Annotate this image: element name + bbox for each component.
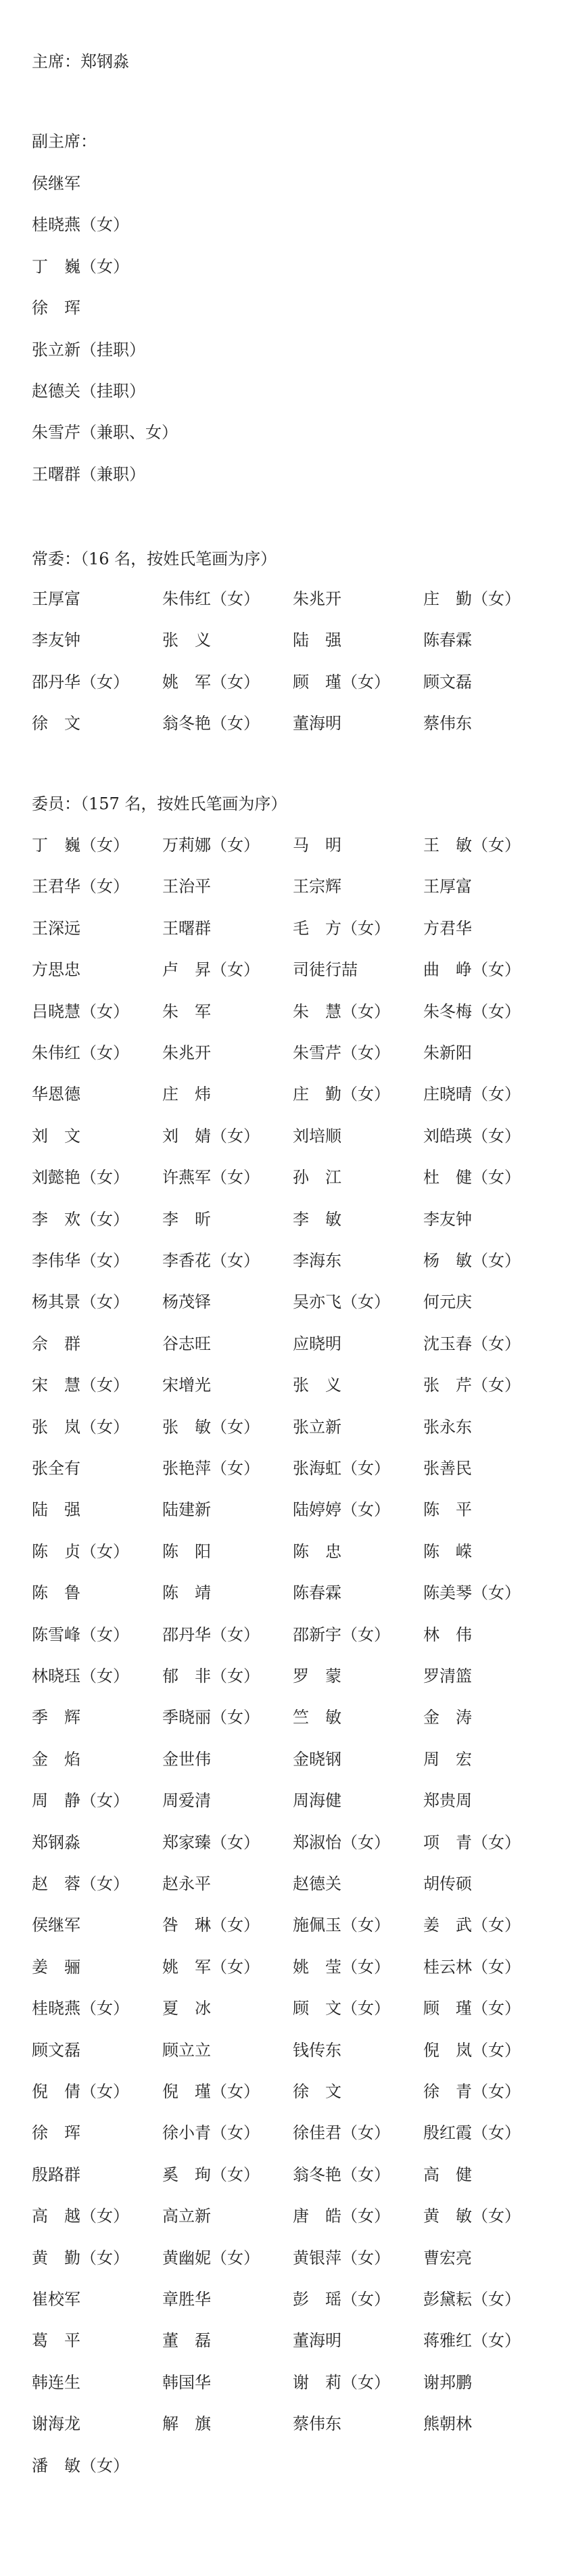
member-name: 陆建新 bbox=[162, 1500, 211, 1519]
member-name: 徐佳君（女） bbox=[293, 2123, 390, 2142]
member-name: 赵德关 bbox=[293, 1874, 341, 1893]
member-name: 季晓丽（女） bbox=[162, 1708, 260, 1727]
member-name: 唐 皓（女） bbox=[293, 2207, 390, 2225]
member-name: 张 义 bbox=[162, 631, 211, 650]
member-name: 周 静（女） bbox=[32, 1791, 129, 1810]
member-name: 翁冬艳（女） bbox=[293, 2165, 390, 2184]
member-name: 刘培顺 bbox=[293, 1127, 341, 1146]
member-row bbox=[0, 1832, 572, 1853]
vice-chairman-name: 桂晓燕（女） bbox=[32, 215, 129, 234]
member-name: 宋增光 bbox=[162, 1376, 211, 1395]
member-row bbox=[0, 672, 572, 692]
member-name: 陈春霖 bbox=[293, 1583, 341, 1602]
member-name: 罗清篮 bbox=[423, 1667, 472, 1686]
member-name: 李 欢（女） bbox=[32, 1210, 129, 1229]
member-row bbox=[0, 1250, 572, 1271]
member-name: 郑贵周 bbox=[423, 1791, 472, 1810]
member-name: 倪 瑾（女） bbox=[162, 2082, 260, 2101]
member-name: 李海东 bbox=[293, 1251, 341, 1270]
member-name: 邵丹华（女） bbox=[162, 1625, 260, 1644]
member-name: 陈美琴（女） bbox=[423, 1583, 521, 1602]
member-name: 倪 倩（女） bbox=[32, 2082, 129, 2101]
member-name: 周 宏 bbox=[423, 1750, 472, 1769]
member-name: 杨其景（女） bbox=[32, 1292, 129, 1311]
member-name: 刘 婧（女） bbox=[162, 1127, 260, 1146]
member-name: 蒋雅红（女） bbox=[423, 2331, 521, 2350]
member-row bbox=[0, 1375, 572, 1395]
member-name: 徐 珲 bbox=[32, 2123, 80, 2142]
member-name: 蔡伟东 bbox=[293, 2414, 341, 2433]
member-name: 陈雪峰（女） bbox=[32, 1625, 129, 1644]
vice-chairman-name: 张立新（挂职） bbox=[32, 340, 145, 359]
member-name: 朱冬梅（女） bbox=[423, 1002, 521, 1021]
member-name: 朱 慧（女） bbox=[293, 1002, 390, 1021]
member-name: 杨 敏（女） bbox=[423, 1251, 521, 1270]
member-name: 顾文磊 bbox=[423, 673, 472, 692]
member-name: 张永东 bbox=[423, 1418, 472, 1437]
member-name: 朱 军 bbox=[162, 1002, 211, 1021]
member-name: 韩国华 bbox=[162, 2373, 211, 2392]
member-row bbox=[0, 1458, 572, 1478]
member-name: 姚 军（女） bbox=[162, 1958, 260, 1976]
member-name: 陈 忠 bbox=[293, 1542, 341, 1561]
member-row bbox=[0, 2372, 572, 2393]
committee-members-heading: 委员：（157 名，按姓氏笔画为序） bbox=[32, 794, 287, 813]
member-name: 李友钟 bbox=[423, 1210, 472, 1229]
member-row bbox=[0, 2081, 572, 2102]
member-row bbox=[0, 630, 572, 650]
member-name: 刘皓瑛（女） bbox=[423, 1127, 521, 1146]
member-row bbox=[0, 2206, 572, 2226]
member-name: 林 伟 bbox=[423, 1625, 472, 1644]
member-name: 杜 健（女） bbox=[423, 1168, 521, 1187]
member-name: 董 磊 bbox=[162, 2331, 211, 2350]
member-name: 王厚富 bbox=[423, 877, 472, 896]
vice-chairman-name: 侯继军 bbox=[32, 174, 80, 193]
member-name: 邵新宇（女） bbox=[293, 1625, 390, 1644]
member-row bbox=[0, 2123, 572, 2143]
member-name: 周海健 bbox=[293, 1791, 341, 1810]
member-name: 林晓珏（女） bbox=[32, 1667, 129, 1686]
member-name: 章胜华 bbox=[162, 2290, 211, 2309]
member-name: 姚 莹（女） bbox=[293, 1958, 390, 1976]
member-row bbox=[0, 876, 572, 897]
member-name: 奚 珣（女） bbox=[162, 2165, 260, 2184]
member-name: 李 昕 bbox=[162, 1210, 211, 1229]
member-name: 卢 昇（女） bbox=[162, 960, 260, 979]
member-name: 王治平 bbox=[162, 877, 211, 896]
member-name: 董海明 bbox=[293, 714, 341, 733]
member-name: 葛 平 bbox=[32, 2331, 80, 2350]
member-row bbox=[0, 1541, 572, 1562]
member-row bbox=[0, 1167, 572, 1188]
member-name: 咎 琳（女） bbox=[162, 1916, 260, 1935]
member-name: 王深远 bbox=[32, 919, 80, 938]
member-name: 杨茂铎 bbox=[162, 1292, 211, 1311]
member-name: 沈玉春（女） bbox=[423, 1334, 521, 1353]
member-name: 佘 群 bbox=[32, 1334, 80, 1353]
member-name: 熊朝林 bbox=[423, 2414, 472, 2433]
vice-chairman-name: 王曙群（兼职） bbox=[32, 465, 145, 484]
member-name: 吴亦飞（女） bbox=[293, 1292, 390, 1311]
member-name: 黄 勤（女） bbox=[32, 2249, 129, 2267]
member-name: 季 辉 bbox=[32, 1708, 80, 1727]
member-name: 徐 文 bbox=[293, 2082, 341, 2101]
member-row bbox=[0, 1957, 572, 1977]
member-name: 王 敏（女） bbox=[423, 836, 521, 855]
member-name: 韩连生 bbox=[32, 2373, 80, 2392]
member-row bbox=[0, 1499, 572, 1520]
member-name: 张善民 bbox=[423, 1459, 472, 1478]
member-name: 华恩德 bbox=[32, 1085, 80, 1104]
member-name: 董海明 bbox=[293, 2331, 341, 2350]
member-name: 谢邦鹏 bbox=[423, 2373, 472, 2392]
member-name: 陆婷婷（女） bbox=[293, 1500, 390, 1519]
chairman-line: 主席：郑钢淼 bbox=[32, 52, 129, 71]
member-name: 王宗辉 bbox=[293, 877, 341, 896]
member-name: 张 岚（女） bbox=[32, 1418, 129, 1437]
member-row bbox=[0, 589, 572, 609]
member-name: 顾 文（女） bbox=[293, 1999, 390, 2018]
member-name: 顾 瑾（女） bbox=[423, 1999, 521, 2018]
member-name: 徐 文 bbox=[32, 714, 80, 733]
member-name: 黄银萍（女） bbox=[293, 2249, 390, 2267]
member-name: 刘 文 bbox=[32, 1127, 80, 1146]
member-name: 张 芹（女） bbox=[423, 1376, 521, 1395]
member-name: 高立新 bbox=[162, 2207, 211, 2225]
member-name: 解 旗 bbox=[162, 2414, 211, 2433]
member-name: 蔡伟东 bbox=[423, 714, 472, 733]
member-name: 桂晓燕（女） bbox=[32, 1999, 129, 2018]
member-row bbox=[0, 2165, 572, 2185]
member-name: 姚 军（女） bbox=[162, 673, 260, 692]
member-name: 孙 江 bbox=[293, 1168, 341, 1187]
member-name: 许燕军（女） bbox=[162, 1168, 260, 1187]
member-name: 吕晓慧（女） bbox=[32, 1002, 129, 1021]
member-name: 庄 勤（女） bbox=[423, 589, 521, 608]
member-name: 郑淑怡（女） bbox=[293, 1833, 390, 1852]
member-name: 张 敏（女） bbox=[162, 1418, 260, 1437]
member-name: 潘 敏（女） bbox=[32, 2456, 129, 2475]
member-name: 殷红霞（女） bbox=[423, 2123, 521, 2142]
member-row bbox=[0, 959, 572, 980]
member-row bbox=[0, 713, 572, 733]
member-row bbox=[0, 1666, 572, 1686]
member-name: 金 涛 bbox=[423, 1708, 472, 1727]
member-name: 丁 巍（女） bbox=[32, 836, 129, 855]
member-name: 陈 嵘 bbox=[423, 1542, 472, 1561]
vice-chairman-name: 朱雪芹（兼职、女） bbox=[32, 423, 178, 442]
member-row bbox=[0, 1126, 572, 1146]
member-name: 谢 莉（女） bbox=[293, 2373, 390, 2392]
member-name: 应晓明 bbox=[293, 1334, 341, 1353]
member-row bbox=[0, 2289, 572, 2309]
member-name: 郁 非（女） bbox=[162, 1667, 260, 1686]
member-name: 李香花（女） bbox=[162, 1251, 260, 1270]
member-name: 张全有 bbox=[32, 1459, 80, 1478]
member-row bbox=[0, 1583, 572, 1603]
member-name: 刘懿艳（女） bbox=[32, 1168, 129, 1187]
member-name: 姜 武（女） bbox=[423, 1916, 521, 1935]
member-row bbox=[0, 2248, 572, 2268]
member-name: 方思忠 bbox=[32, 960, 80, 979]
member-name: 崔校军 bbox=[32, 2290, 80, 2309]
member-row bbox=[0, 2414, 572, 2434]
member-name: 朱兆开 bbox=[162, 1043, 211, 1062]
member-name: 朱兆开 bbox=[293, 589, 341, 608]
member-name: 翁冬艳（女） bbox=[162, 714, 260, 733]
member-name: 朱新阳 bbox=[423, 1043, 472, 1062]
member-name: 赵永平 bbox=[162, 1874, 211, 1893]
member-name: 钱传东 bbox=[293, 2041, 341, 2060]
member-row bbox=[0, 2040, 572, 2060]
member-name: 王君华（女） bbox=[32, 877, 129, 896]
member-name: 李友钟 bbox=[32, 631, 80, 650]
member-name: 高 越（女） bbox=[32, 2207, 129, 2225]
member-name: 高 健 bbox=[423, 2165, 472, 2184]
member-name: 张艳萍（女） bbox=[162, 1459, 260, 1478]
member-name: 宋 慧（女） bbox=[32, 1376, 129, 1395]
member-name: 黄 敏（女） bbox=[423, 2207, 521, 2225]
member-row bbox=[0, 1417, 572, 1437]
member-name: 庄 勤（女） bbox=[293, 1085, 390, 1104]
member-name: 张海虹（女） bbox=[293, 1459, 390, 1478]
member-name: 谢海龙 bbox=[32, 2414, 80, 2433]
member-name: 施佩玉（女） bbox=[293, 1916, 390, 1935]
member-row bbox=[0, 1001, 572, 1022]
member-row bbox=[0, 835, 572, 855]
member-row bbox=[0, 1874, 572, 1894]
member-row bbox=[0, 918, 572, 939]
member-name: 殷路群 bbox=[32, 2165, 80, 2184]
member-name: 竺 敏 bbox=[293, 1708, 341, 1727]
member-name: 顾 瑾（女） bbox=[293, 673, 390, 692]
member-name: 曲 峥（女） bbox=[423, 960, 521, 979]
member-name: 陈 鲁 bbox=[32, 1583, 80, 1602]
member-name: 桂云林（女） bbox=[423, 1958, 521, 1976]
member-row bbox=[0, 1043, 572, 1063]
member-row bbox=[0, 1998, 572, 2018]
member-name: 胡传硕 bbox=[423, 1874, 472, 1893]
member-name: 郑家臻（女） bbox=[162, 1833, 260, 1852]
member-name: 彭 瑶（女） bbox=[293, 2290, 390, 2309]
member-row bbox=[0, 2456, 572, 2476]
member-name: 金 焰 bbox=[32, 1750, 80, 1769]
member-row bbox=[0, 1209, 572, 1229]
member-name: 夏 冰 bbox=[162, 1999, 211, 2018]
member-name: 赵 蓉（女） bbox=[32, 1874, 129, 1893]
member-name: 徐小青（女） bbox=[162, 2123, 260, 2142]
member-name: 朱伟红（女） bbox=[162, 589, 260, 608]
member-name: 顾立立 bbox=[162, 2041, 211, 2060]
member-row bbox=[0, 1915, 572, 1935]
member-name: 郑钢淼 bbox=[32, 1833, 80, 1852]
member-name: 周爱清 bbox=[162, 1791, 211, 1810]
member-name: 朱雪芹（女） bbox=[293, 1043, 390, 1062]
vice-chairman-name: 赵德关（挂职） bbox=[32, 382, 145, 401]
standing-committee-heading: 常委：（16 名，按姓氏笔画为序） bbox=[32, 549, 277, 568]
member-name: 张立新 bbox=[293, 1418, 341, 1437]
member-name: 项 青（女） bbox=[423, 1833, 521, 1852]
member-name: 张 义 bbox=[293, 1376, 341, 1395]
member-row bbox=[0, 1707, 572, 1727]
member-name: 金世伟 bbox=[162, 1750, 211, 1769]
member-name: 陈春霖 bbox=[423, 631, 472, 650]
member-name: 金晓钢 bbox=[293, 1750, 341, 1769]
member-name: 马 明 bbox=[293, 836, 341, 855]
member-name: 司徒行喆 bbox=[293, 960, 358, 979]
member-name: 陈 阳 bbox=[162, 1542, 211, 1561]
member-name: 王厚富 bbox=[32, 589, 80, 608]
member-name: 黄幽妮（女） bbox=[162, 2249, 260, 2267]
member-row bbox=[0, 2330, 572, 2351]
member-name: 陈 平 bbox=[423, 1500, 472, 1519]
vice-chairman-name: 徐 珲 bbox=[32, 298, 80, 317]
member-row bbox=[0, 1625, 572, 1645]
member-row bbox=[0, 1084, 572, 1104]
vice-chairman-name: 丁 巍（女） bbox=[32, 257, 129, 276]
member-name: 庄晓晴（女） bbox=[423, 1085, 521, 1104]
member-name: 毛 方（女） bbox=[293, 919, 390, 938]
member-name: 何元庆 bbox=[423, 1292, 472, 1311]
member-name: 曹宏亮 bbox=[423, 2249, 472, 2267]
member-name: 李 敏 bbox=[293, 1210, 341, 1229]
member-name: 彭黛耘（女） bbox=[423, 2290, 521, 2309]
member-name: 徐 青（女） bbox=[423, 2082, 521, 2101]
member-name: 姜 骊 bbox=[32, 1958, 80, 1976]
member-name: 陆 强 bbox=[293, 631, 341, 650]
member-name: 邵丹华（女） bbox=[32, 673, 129, 692]
member-row bbox=[0, 1749, 572, 1769]
member-row bbox=[0, 1790, 572, 1811]
member-name: 李伟华（女） bbox=[32, 1251, 129, 1270]
member-name: 庄 炜 bbox=[162, 1085, 211, 1104]
member-name: 罗 蒙 bbox=[293, 1667, 341, 1686]
member-name: 朱伟红（女） bbox=[32, 1043, 129, 1062]
member-name: 倪 岚（女） bbox=[423, 2041, 521, 2060]
member-name: 万莉娜（女） bbox=[162, 836, 260, 855]
member-row bbox=[0, 1334, 572, 1354]
member-name: 谷志旺 bbox=[162, 1334, 211, 1353]
member-name: 陈 靖 bbox=[162, 1583, 211, 1602]
member-name: 陆 强 bbox=[32, 1500, 80, 1519]
member-name: 方君华 bbox=[423, 919, 472, 938]
vice-chairmen-heading: 副主席： bbox=[32, 132, 97, 151]
member-name: 王曙群 bbox=[162, 919, 211, 938]
member-name: 侯继军 bbox=[32, 1916, 80, 1935]
member-row bbox=[0, 1292, 572, 1312]
member-name: 顾文磊 bbox=[32, 2041, 80, 2060]
member-name: 陈 贞（女） bbox=[32, 1542, 129, 1561]
